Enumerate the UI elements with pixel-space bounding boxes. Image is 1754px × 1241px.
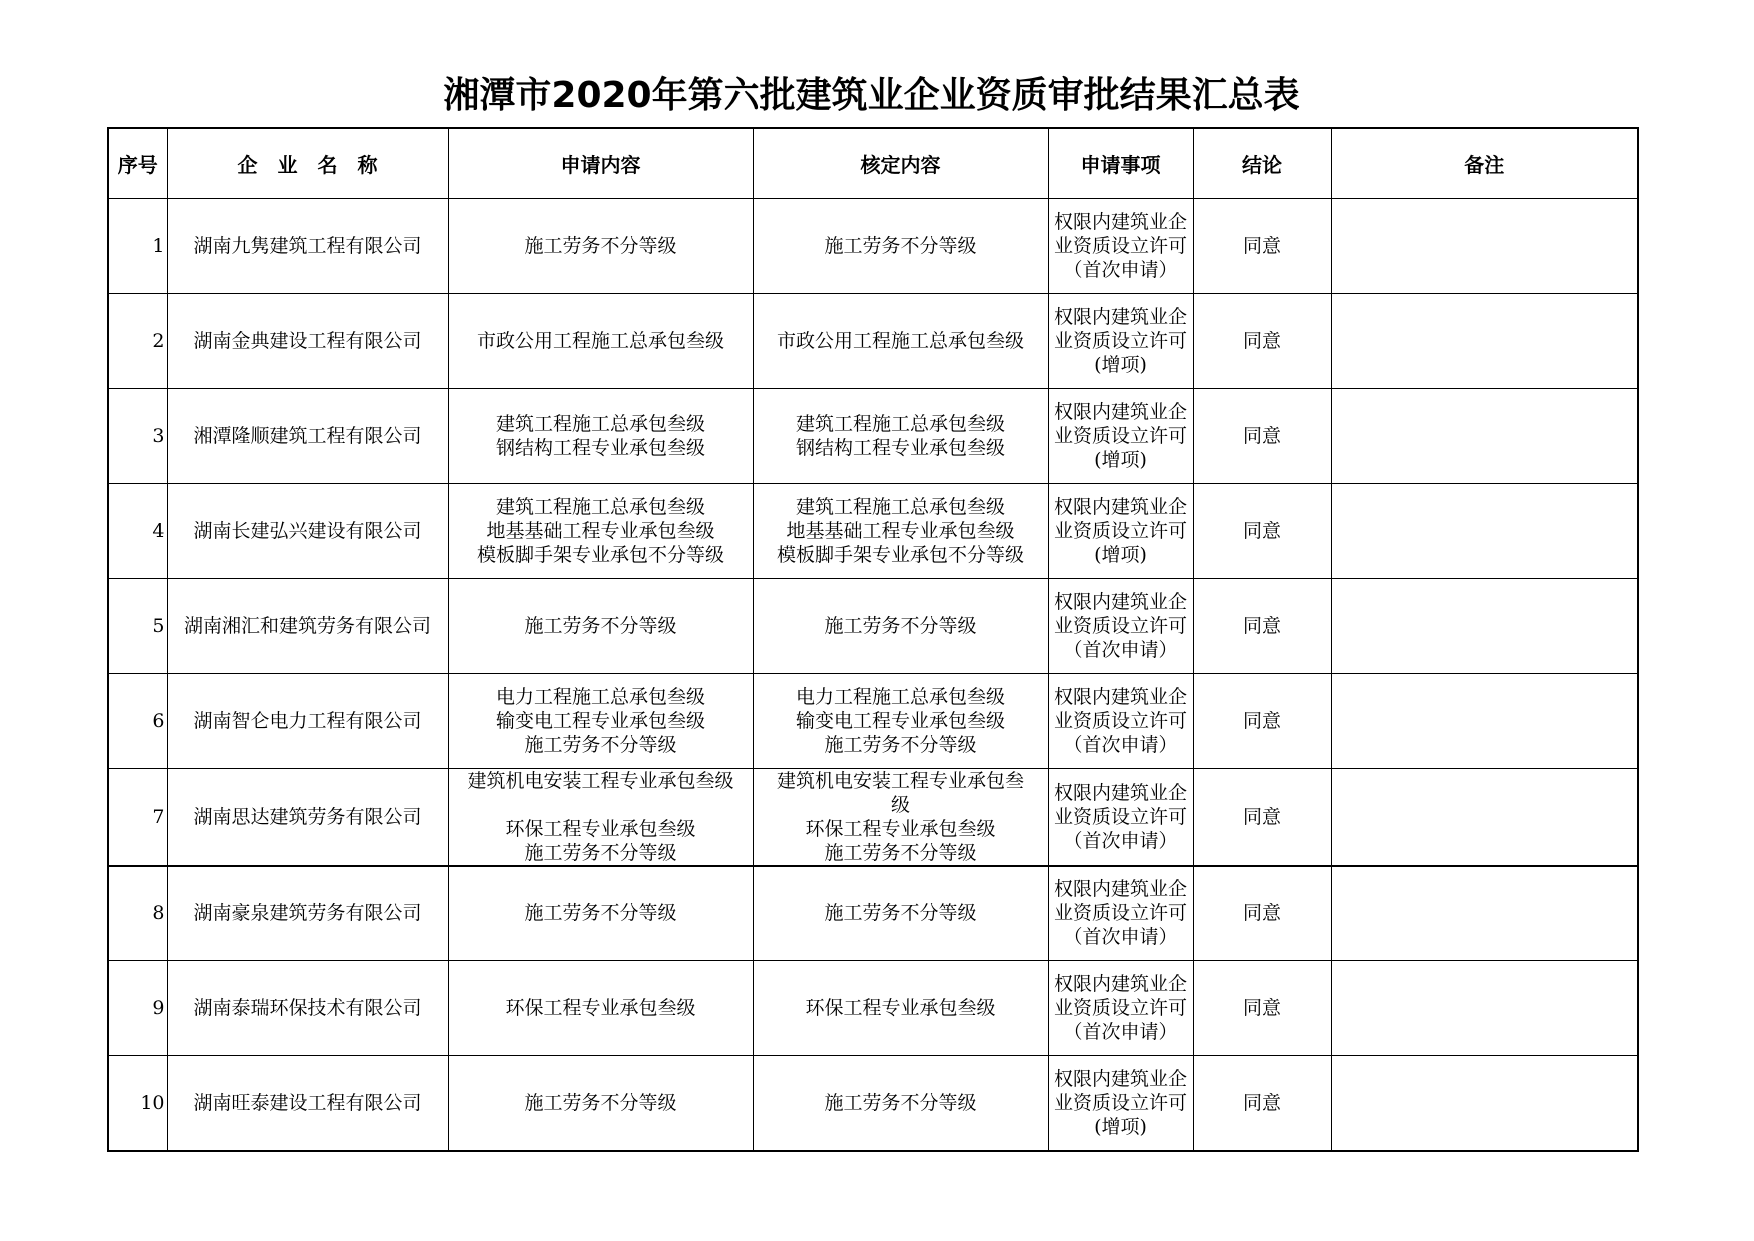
table-row: [108, 293, 1638, 388]
apply-content: [448, 961, 753, 1056]
page-title: 湘潭市2020年第六批建筑业企业资质审批结果汇总表: [443, 75, 1300, 116]
table-row: [108, 483, 1638, 578]
apply-content: [448, 673, 753, 768]
approved-content-line: 市政公用工程施工总承包叁级: [776, 329, 1024, 352]
approved-content: [753, 866, 1048, 961]
approved-content-line: 施工劳务不分等级: [824, 234, 977, 257]
company-name: 湖南豪泉建筑劳务有限公司: [167, 866, 448, 961]
note: [1331, 198, 1638, 293]
approved-content-line: 施工劳务不分等级: [824, 733, 977, 756]
row-index: 7: [108, 768, 167, 866]
apply-content-line: 模板脚手架专业承包不分等级: [476, 543, 724, 566]
company-name: 湖南旺泰建设工程有限公司: [167, 1056, 448, 1151]
result: 同意: [1193, 293, 1331, 388]
approved-content: [753, 578, 1048, 673]
company-name: 湖南九隽建筑工程有限公司: [167, 198, 448, 293]
note: [1331, 1056, 1638, 1151]
row-index: 4: [108, 483, 167, 578]
apply-type: 权限内建筑业企业资质设立许可(增项): [1048, 293, 1193, 388]
apply-type: 权限内建筑业企业资质设立许可(增项): [1048, 1056, 1193, 1151]
note: [1331, 483, 1638, 578]
apply-content-line: 施工劳务不分等级: [524, 1091, 677, 1114]
note: [1331, 768, 1638, 866]
apply-content: [448, 293, 753, 388]
apply-content-line: 建筑工程施工总承包叁级: [495, 495, 705, 518]
row-index: 5: [108, 578, 167, 673]
approved-content: [753, 961, 1048, 1056]
result: 同意: [1193, 961, 1331, 1056]
apply-content-line: 市政公用工程施工总承包叁级: [476, 329, 724, 352]
apply-content-line: 施工劳务不分等级: [524, 902, 677, 925]
apply-content-line: 输变电工程专业承包叁级: [495, 709, 705, 732]
header-index: 序号: [108, 128, 167, 198]
apply-content: [448, 1056, 753, 1151]
table-row: [108, 1056, 1638, 1151]
table-row: [108, 388, 1638, 483]
apply-content-line: [451, 793, 751, 817]
approved-content-line: 建筑机电安装工程专业承包叁: [776, 769, 1024, 792]
row-index: 6: [108, 673, 167, 768]
apply-content-line: 环保工程专业承包叁级: [505, 997, 696, 1019]
header-apply-type: 申请事项: [1048, 128, 1193, 198]
approved-content-line: 环保工程专业承包叁级: [805, 997, 996, 1019]
table-body: [108, 198, 1638, 1151]
approved-content: [753, 1056, 1048, 1151]
apply-content-line: 建筑机电安装工程专业承包叁级: [467, 769, 734, 792]
result: 同意: [1193, 673, 1331, 768]
apply-content-line: 地基基础工程专业承包叁级: [486, 519, 715, 542]
row-index: 1: [108, 198, 167, 293]
row-index: 8: [108, 866, 167, 961]
result: 同意: [1193, 1056, 1331, 1151]
approval-summary-table: [107, 127, 1639, 1152]
apply-type: 权限内建筑业企业资质设立许可(增项): [1048, 483, 1193, 578]
approved-content-line: 地基基础工程专业承包叁级: [786, 519, 1015, 542]
apply-content-line: 钢结构工程专业承包叁级: [495, 436, 705, 459]
apply-type: 权限内建筑业企业资质设立许可（首次申请）: [1048, 961, 1193, 1056]
apply-type: 权限内建筑业企业资质设立许可（首次申请）: [1048, 673, 1193, 768]
approved-content-line: 施工劳务不分等级: [824, 902, 977, 925]
header-note: 备注: [1331, 128, 1638, 198]
apply-content-line: 施工劳务不分等级: [524, 614, 677, 637]
company-name: 湖南长建弘兴建设有限公司: [167, 483, 448, 578]
company-name: 湖南智仑电力工程有限公司: [167, 673, 448, 768]
note: [1331, 673, 1638, 768]
company-name: 湘潭隆顺建筑工程有限公司: [167, 388, 448, 483]
note: [1331, 578, 1638, 673]
note: [1331, 866, 1638, 961]
result: 同意: [1193, 388, 1331, 483]
approved-content-line: 施工劳务不分等级: [824, 841, 977, 864]
apply-content: [448, 768, 753, 866]
header-company: 企 业 名 称: [167, 128, 448, 198]
header-apply-content: 申请内容: [448, 128, 753, 198]
result: 同意: [1193, 578, 1331, 673]
row-index: 3: [108, 388, 167, 483]
company-name: 湖南思达建筑劳务有限公司: [167, 768, 448, 866]
approved-content: [753, 293, 1048, 388]
approved-content-line: 施工劳务不分等级: [824, 614, 977, 637]
table-row: [108, 198, 1638, 293]
note: [1331, 961, 1638, 1056]
table-row: [108, 768, 1638, 866]
result: 同意: [1193, 483, 1331, 578]
apply-content: [448, 483, 753, 578]
header-approved-content: 核定内容: [753, 128, 1048, 198]
row-index: 10: [108, 1056, 167, 1151]
table-row: [108, 578, 1638, 673]
apply-type: 权限内建筑业企业资质设立许可(增项): [1048, 388, 1193, 483]
approved-content: [753, 388, 1048, 483]
apply-content-line: 施工劳务不分等级: [524, 234, 677, 257]
apply-type: 权限内建筑业企业资质设立许可（首次申请）: [1048, 578, 1193, 673]
header-result: 结论: [1193, 128, 1331, 198]
approved-content-line: 施工劳务不分等级: [824, 1091, 977, 1114]
table-row: [108, 673, 1638, 768]
apply-content: [448, 198, 753, 293]
apply-content: [448, 866, 753, 961]
approved-content-line: 钢结构工程专业承包叁级: [795, 436, 1005, 459]
approved-content: [753, 483, 1048, 578]
apply-type: 权限内建筑业企业资质设立许可（首次申请）: [1048, 198, 1193, 293]
approved-content-line: 环保工程专业承包叁级: [805, 817, 996, 840]
row-index: 2: [108, 293, 167, 388]
apply-content-line: 施工劳务不分等级: [524, 841, 677, 864]
table-row: [108, 961, 1638, 1056]
company-name: 湖南金典建设工程有限公司: [167, 293, 448, 388]
approved-content: [753, 198, 1048, 293]
approved-content-line: 建筑工程施工总承包叁级: [795, 412, 1005, 435]
apply-content-line: 建筑工程施工总承包叁级: [495, 412, 705, 435]
approved-content: [753, 673, 1048, 768]
result: 同意: [1193, 768, 1331, 866]
result: 同意: [1193, 866, 1331, 961]
approved-content: [753, 768, 1048, 866]
company-name: 湖南泰瑞环保技术有限公司: [167, 961, 448, 1056]
table-row: [108, 866, 1638, 961]
apply-content: [448, 578, 753, 673]
approved-content-line: 输变电工程专业承包叁级: [795, 709, 1005, 732]
table-header-row: [108, 128, 1638, 198]
apply-content-line: 环保工程专业承包叁级: [505, 817, 696, 840]
company-name: 湖南湘汇和建筑劳务有限公司: [167, 578, 448, 673]
row-index: 9: [108, 961, 167, 1056]
result: 同意: [1193, 198, 1331, 293]
apply-content: [448, 388, 753, 483]
approved-content-line: 电力工程施工总承包叁级: [795, 685, 1005, 708]
apply-content-line: 电力工程施工总承包叁级: [495, 685, 705, 708]
approved-content-line: 建筑工程施工总承包叁级: [795, 495, 1005, 518]
apply-type: 权限内建筑业企业资质设立许可（首次申请）: [1048, 768, 1193, 866]
note: [1331, 388, 1638, 483]
apply-type: 权限内建筑业企业资质设立许可（首次申请）: [1048, 866, 1193, 961]
note: [1331, 293, 1638, 388]
approved-content-line: 级: [890, 793, 910, 816]
apply-content-line: 施工劳务不分等级: [524, 733, 677, 756]
approved-content-line: 模板脚手架专业承包不分等级: [776, 543, 1024, 566]
